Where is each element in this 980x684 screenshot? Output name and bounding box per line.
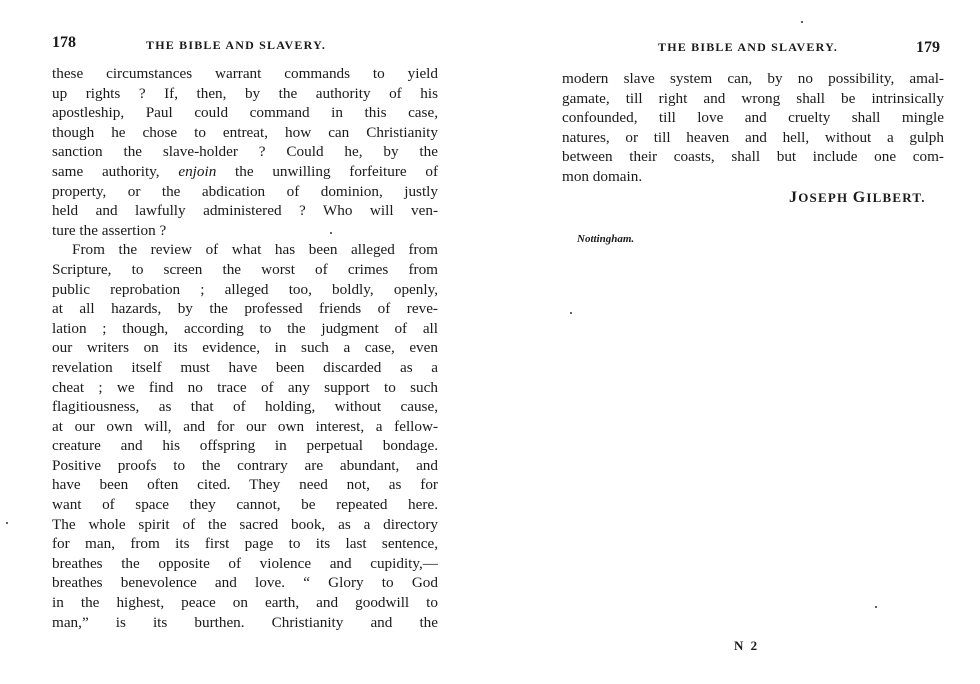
text-line-with-italic	[52, 162, 438, 182]
text-line: held and lawfully administered ? Who will ven-	[52, 202, 438, 220]
right-body-text	[562, 69, 944, 187]
text-line: at our own will, and for our own interest, a fellow-	[52, 417, 438, 435]
italic-word: enjoin	[178, 162, 217, 180]
text-line: confounded, till love and cruelty shall mingle	[562, 109, 944, 127]
author-signature: JOSEPH GILBERT.	[789, 189, 926, 206]
text-line: modern slave system can, by no possibility, amal-	[562, 70, 944, 87]
text-line: The whole spirit of the sacred book, as a directory	[52, 515, 438, 533]
text-line: our writers on its evidence, in such a case, even	[52, 339, 438, 357]
signature-mark: N 2	[734, 638, 760, 653]
text-line: revelation itself must have been discarded as a	[52, 358, 438, 376]
text-line: though he chose to entreat, how can Christianity	[52, 123, 438, 141]
text-line: breathes benevolence and love. “ Glory to God	[52, 574, 438, 592]
text-line: man,” is its burthen. Christianity and the	[52, 613, 438, 631]
text-line: public reprobation ; alleged too, boldly, openly,	[52, 280, 438, 298]
text-line: natures, or till heaven and hell, without a gulph	[562, 128, 944, 146]
text-line: Positive proofs to the contrary are abundant, and	[52, 456, 438, 474]
text-line: sanction the slave-holder ? Could he, by the	[52, 143, 438, 161]
right-page	[490, 0, 980, 684]
text-line: property, or the abdication of dominion, justly	[52, 182, 438, 200]
line-prefix: same authority,	[52, 162, 160, 180]
text-line: apostleship, Paul could command in this case,	[52, 104, 438, 122]
line-suffix: the unwilling forfeiture of	[235, 162, 438, 180]
text-line: cheat ; we find no trace of any support to such	[52, 378, 438, 396]
left-running-head: THE BIBLE AND SLAVERY.	[146, 38, 327, 52]
right-running-head: THE BIBLE AND SLAVERY.	[658, 40, 839, 54]
paper-speck	[801, 21, 803, 23]
right-page-number: 179	[916, 39, 940, 56]
text-line: these circumstances warrant commands to yield	[52, 65, 438, 82]
text-line: up rights ? If, then, by the authority of his	[52, 84, 438, 102]
text-line: have been often cited. They need not, as for	[52, 476, 438, 494]
paper-speck	[330, 232, 332, 234]
text-line: for man, from its first page to its last sentence,	[52, 535, 438, 553]
place-name: Nottingham.	[577, 233, 635, 245]
left-body-text	[52, 64, 438, 632]
text-line: lation ; though, according to the judgment of all	[52, 319, 438, 337]
paper-speck	[570, 312, 572, 314]
text-line: between their coasts, shall but include one com-	[562, 148, 944, 166]
text-line: mon domain.	[562, 167, 643, 185]
paper-speck	[6, 522, 8, 524]
text-line: ture the assertion ?	[52, 221, 167, 239]
text-line: creature and his offspring in perpetual bondage.	[52, 437, 438, 455]
text-line: flagitiousness, as that of holding, without cause,	[52, 398, 438, 416]
text-line: Scripture, to screen the worst of crimes from	[52, 260, 438, 278]
text-line: breathes the opposite of violence and cupidity,—	[52, 554, 438, 572]
text-line: at all hazards, by the professed friends of reve-	[52, 300, 438, 318]
left-page-number: 178	[52, 34, 76, 51]
text-line: in the highest, peace on earth, and goodwill to	[52, 594, 438, 612]
text-line: want of space they cannot, be repeated here.	[52, 496, 438, 514]
text-line: From the review of what has been alleged from	[72, 241, 438, 259]
paper-speck	[875, 606, 877, 608]
text-line: gamate, till right and wrong shall be intrinsically	[562, 89, 944, 107]
